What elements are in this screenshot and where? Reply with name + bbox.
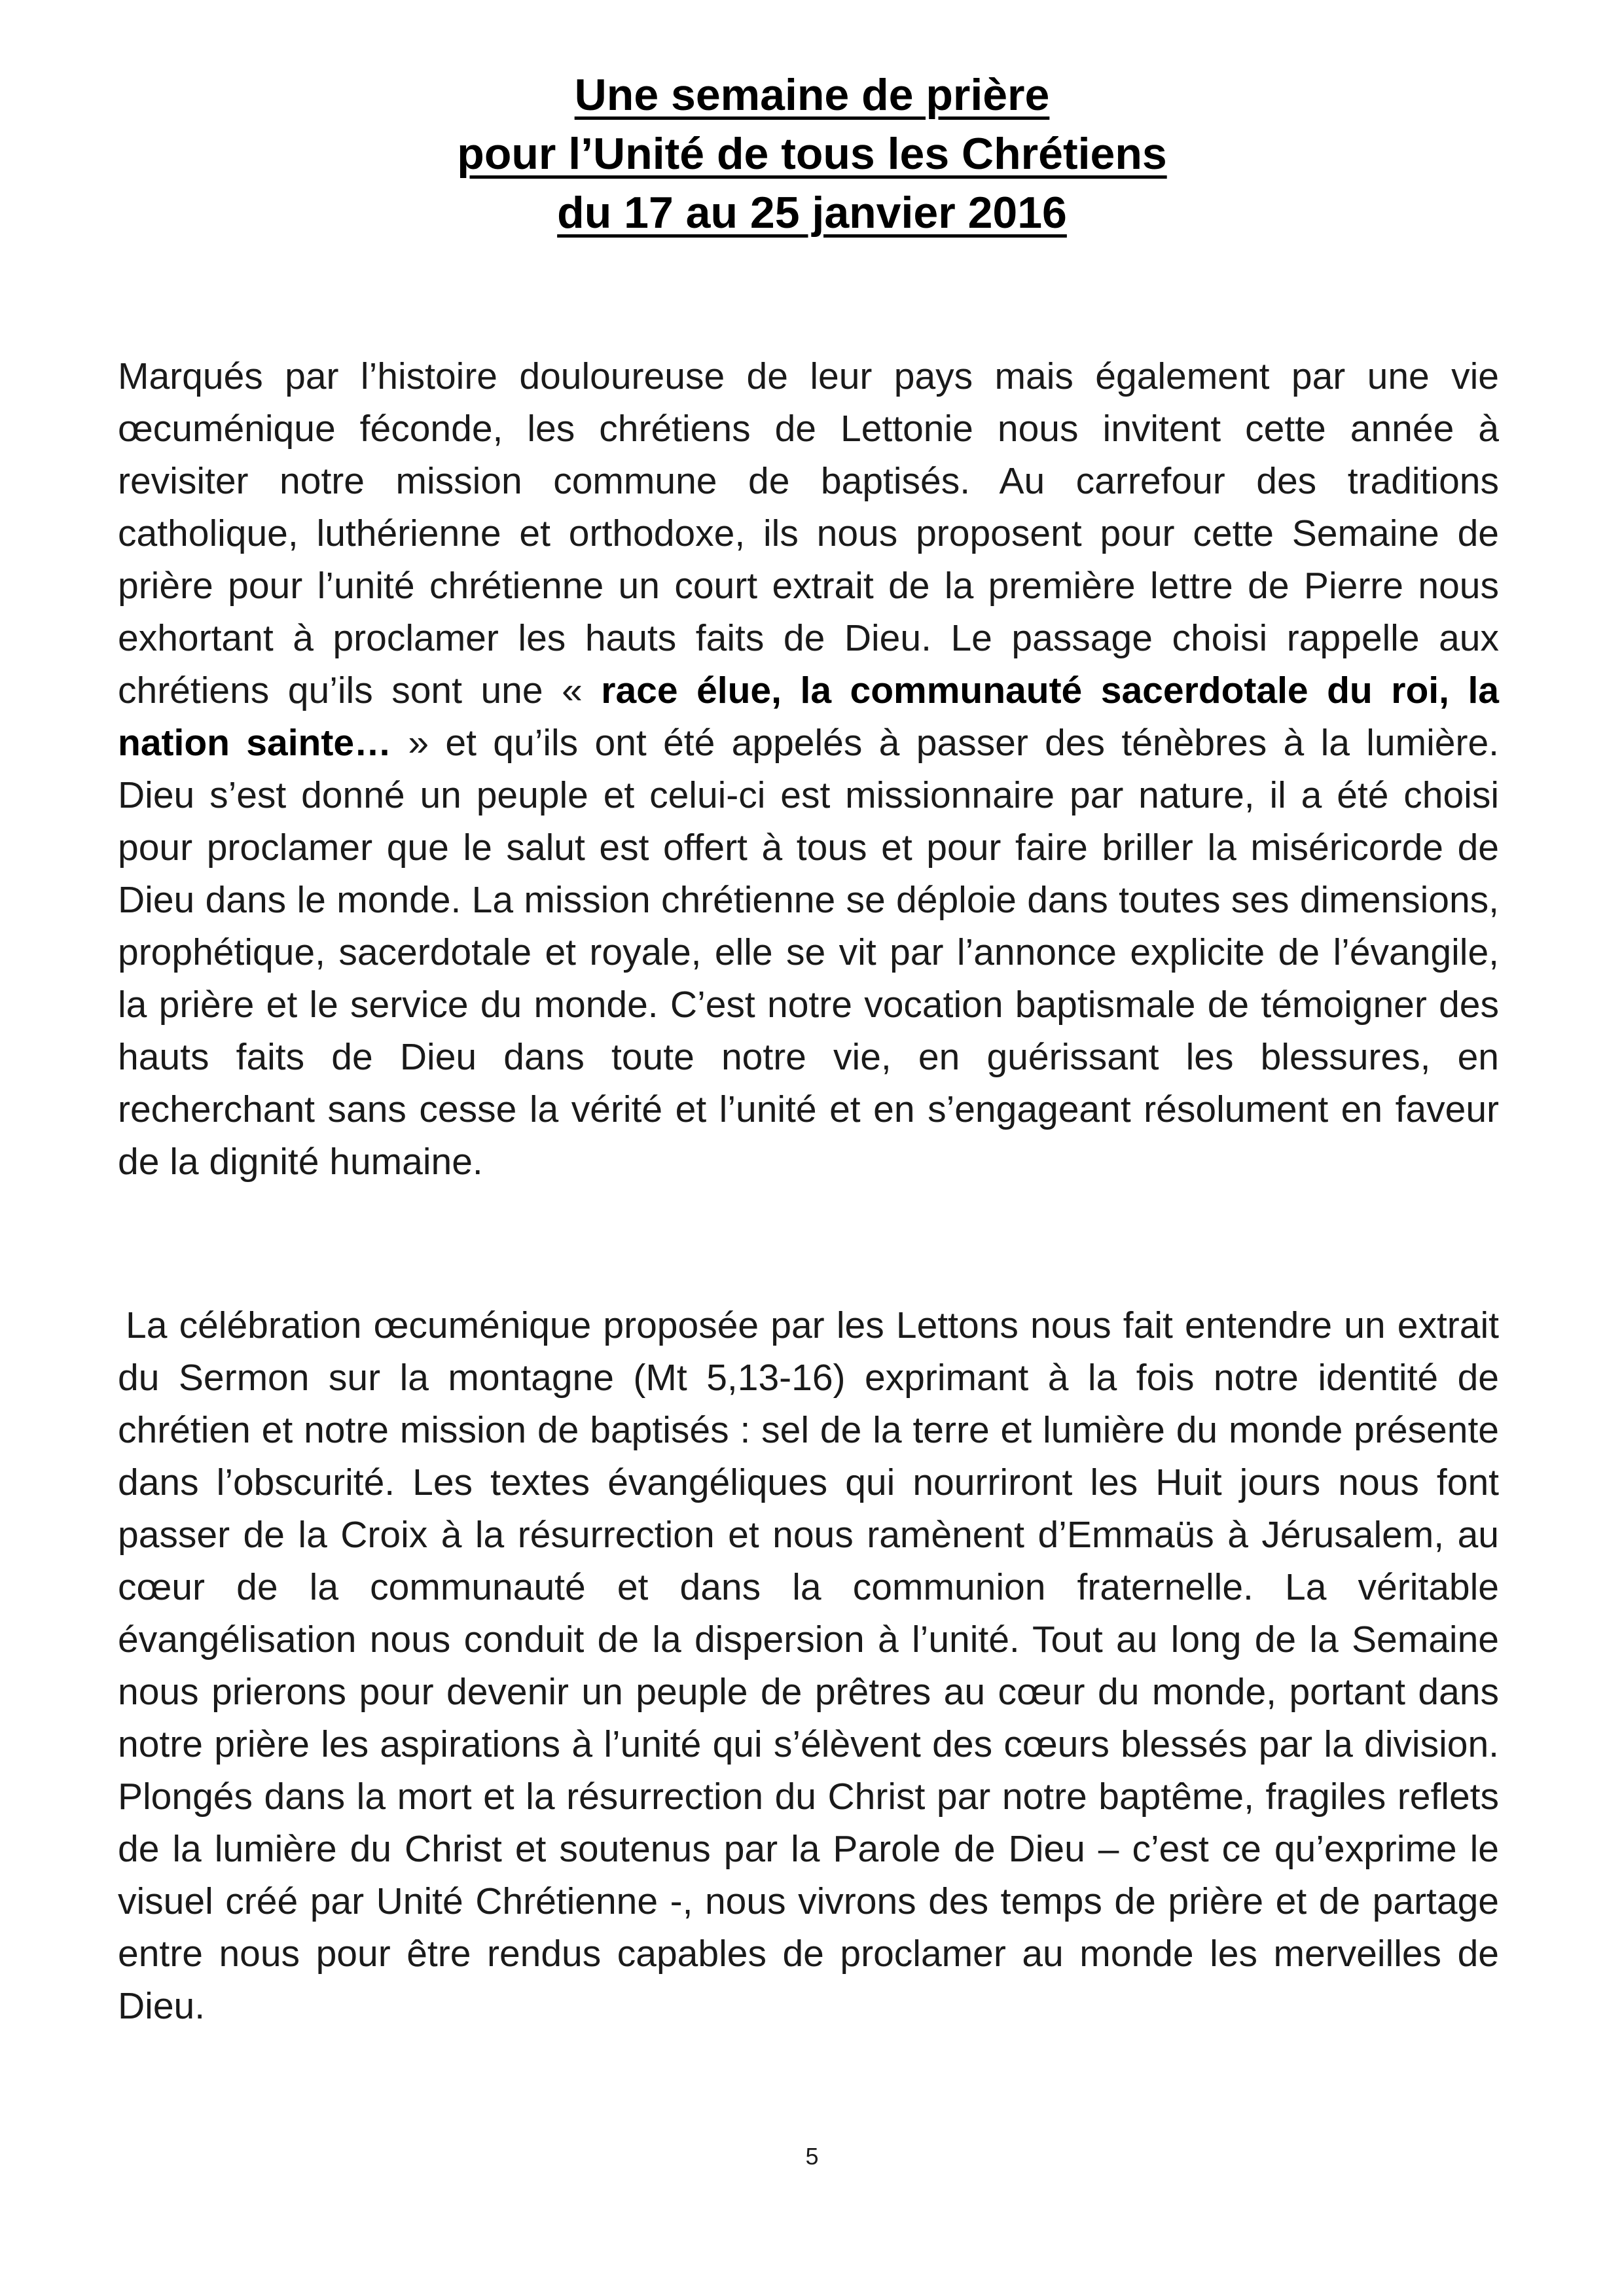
paragraph-2: La célébration œcuménique proposée par les Lettons nous fait entendre un extrait du Sermon sur la montagne (Mt 5,13-16) exprimant à la fois notre identité de chrétien et notre mission de baptisés : sel de la terre et lumière du monde présente dans l’obscurité. Les textes évangéliques qui nourriront les Huit jours nous font passer de la Croix à la résurrection et nous ramènent d’Emmaüs à Jérusalem, au cœur de la communauté et dans la communion fraternelle. La véritable évangélisation nous conduit de la dispersion à l’unité. Tout au long de la Semaine nous prierons pour devenir un peuple de prêtres au cœur du monde, portant dans notre prière les aspirations à l’unité qui s’élèvent des cœurs blessés par la division. Plongés dans la mort et la résurrection du Christ par notre baptême, fragiles reflets de la lumière du Christ et soutenus par la Parole de Dieu – c’est ce qu’exprime le visuel créé par Unité Chrétienne -, nous vivrons des temps de prière et de partage entre nous pour être rendus capables de proclamer au monde les merveilles de Dieu. xyxy=(118,1304,1499,2027)
title-line-2-text: pour l’Unité de tous les Chrétiens xyxy=(457,129,1167,179)
page-title xyxy=(118,65,1506,242)
page-number: 5 xyxy=(805,2143,819,2170)
title-line-1-text: Une semaine de prière xyxy=(574,70,1050,120)
paragraph-1-bold-quote: race élue, la communauté sacerdotale du roi, la nation sainte… xyxy=(118,670,1499,764)
title-line-2 xyxy=(118,124,1506,183)
title-line-3-text: du 17 au 25 janvier 2016 xyxy=(557,188,1067,238)
title-line-1 xyxy=(118,65,1506,124)
paragraph-1-text-after: » et qu’ils ont été appelés à passer des ténèbres à la lumière. Dieu s’est donné un peuple et celui-ci est missionnaire par nature, il a été choisi pour proclamer que le salut est offert à tous et pour faire briller la miséricorde de Dieu dans le monde. La mission chrétienne se déploie dans toutes ses dimensions, prophétique, sacerdotale et royale, elle se vit par l’annonce explicite de l’évangile, la prière et le service du monde. C’est notre vocation baptismale de témoigner des hauts faits de Dieu dans toute notre vie, en guérissant les blessures, en recherchant sans cesse la vérité et l’unité et en s’engageant résolument en faveur de la dignité humaine. xyxy=(118,722,1499,1183)
paragraph-1 xyxy=(118,350,1499,1188)
title-line-3 xyxy=(118,183,1506,242)
paragraph-1-text-before: Marqués par l’histoire douloureuse de leur pays mais également par une vie œcuménique féconde, les chrétiens de Lettonie nous invitent cette année à revisiter notre mission commune de baptisés. Au carrefour des traditions catholique, luthérienne et orthodoxe, ils nous proposent pour cette Semaine de prière pour l’unité chrétienne un court extrait de la première lettre de Pierre nous exhortant à proclamer les hauts faits de Dieu. Le passage choisi rappelle aux chrétiens qu’ils sont une « xyxy=(118,355,1499,711)
